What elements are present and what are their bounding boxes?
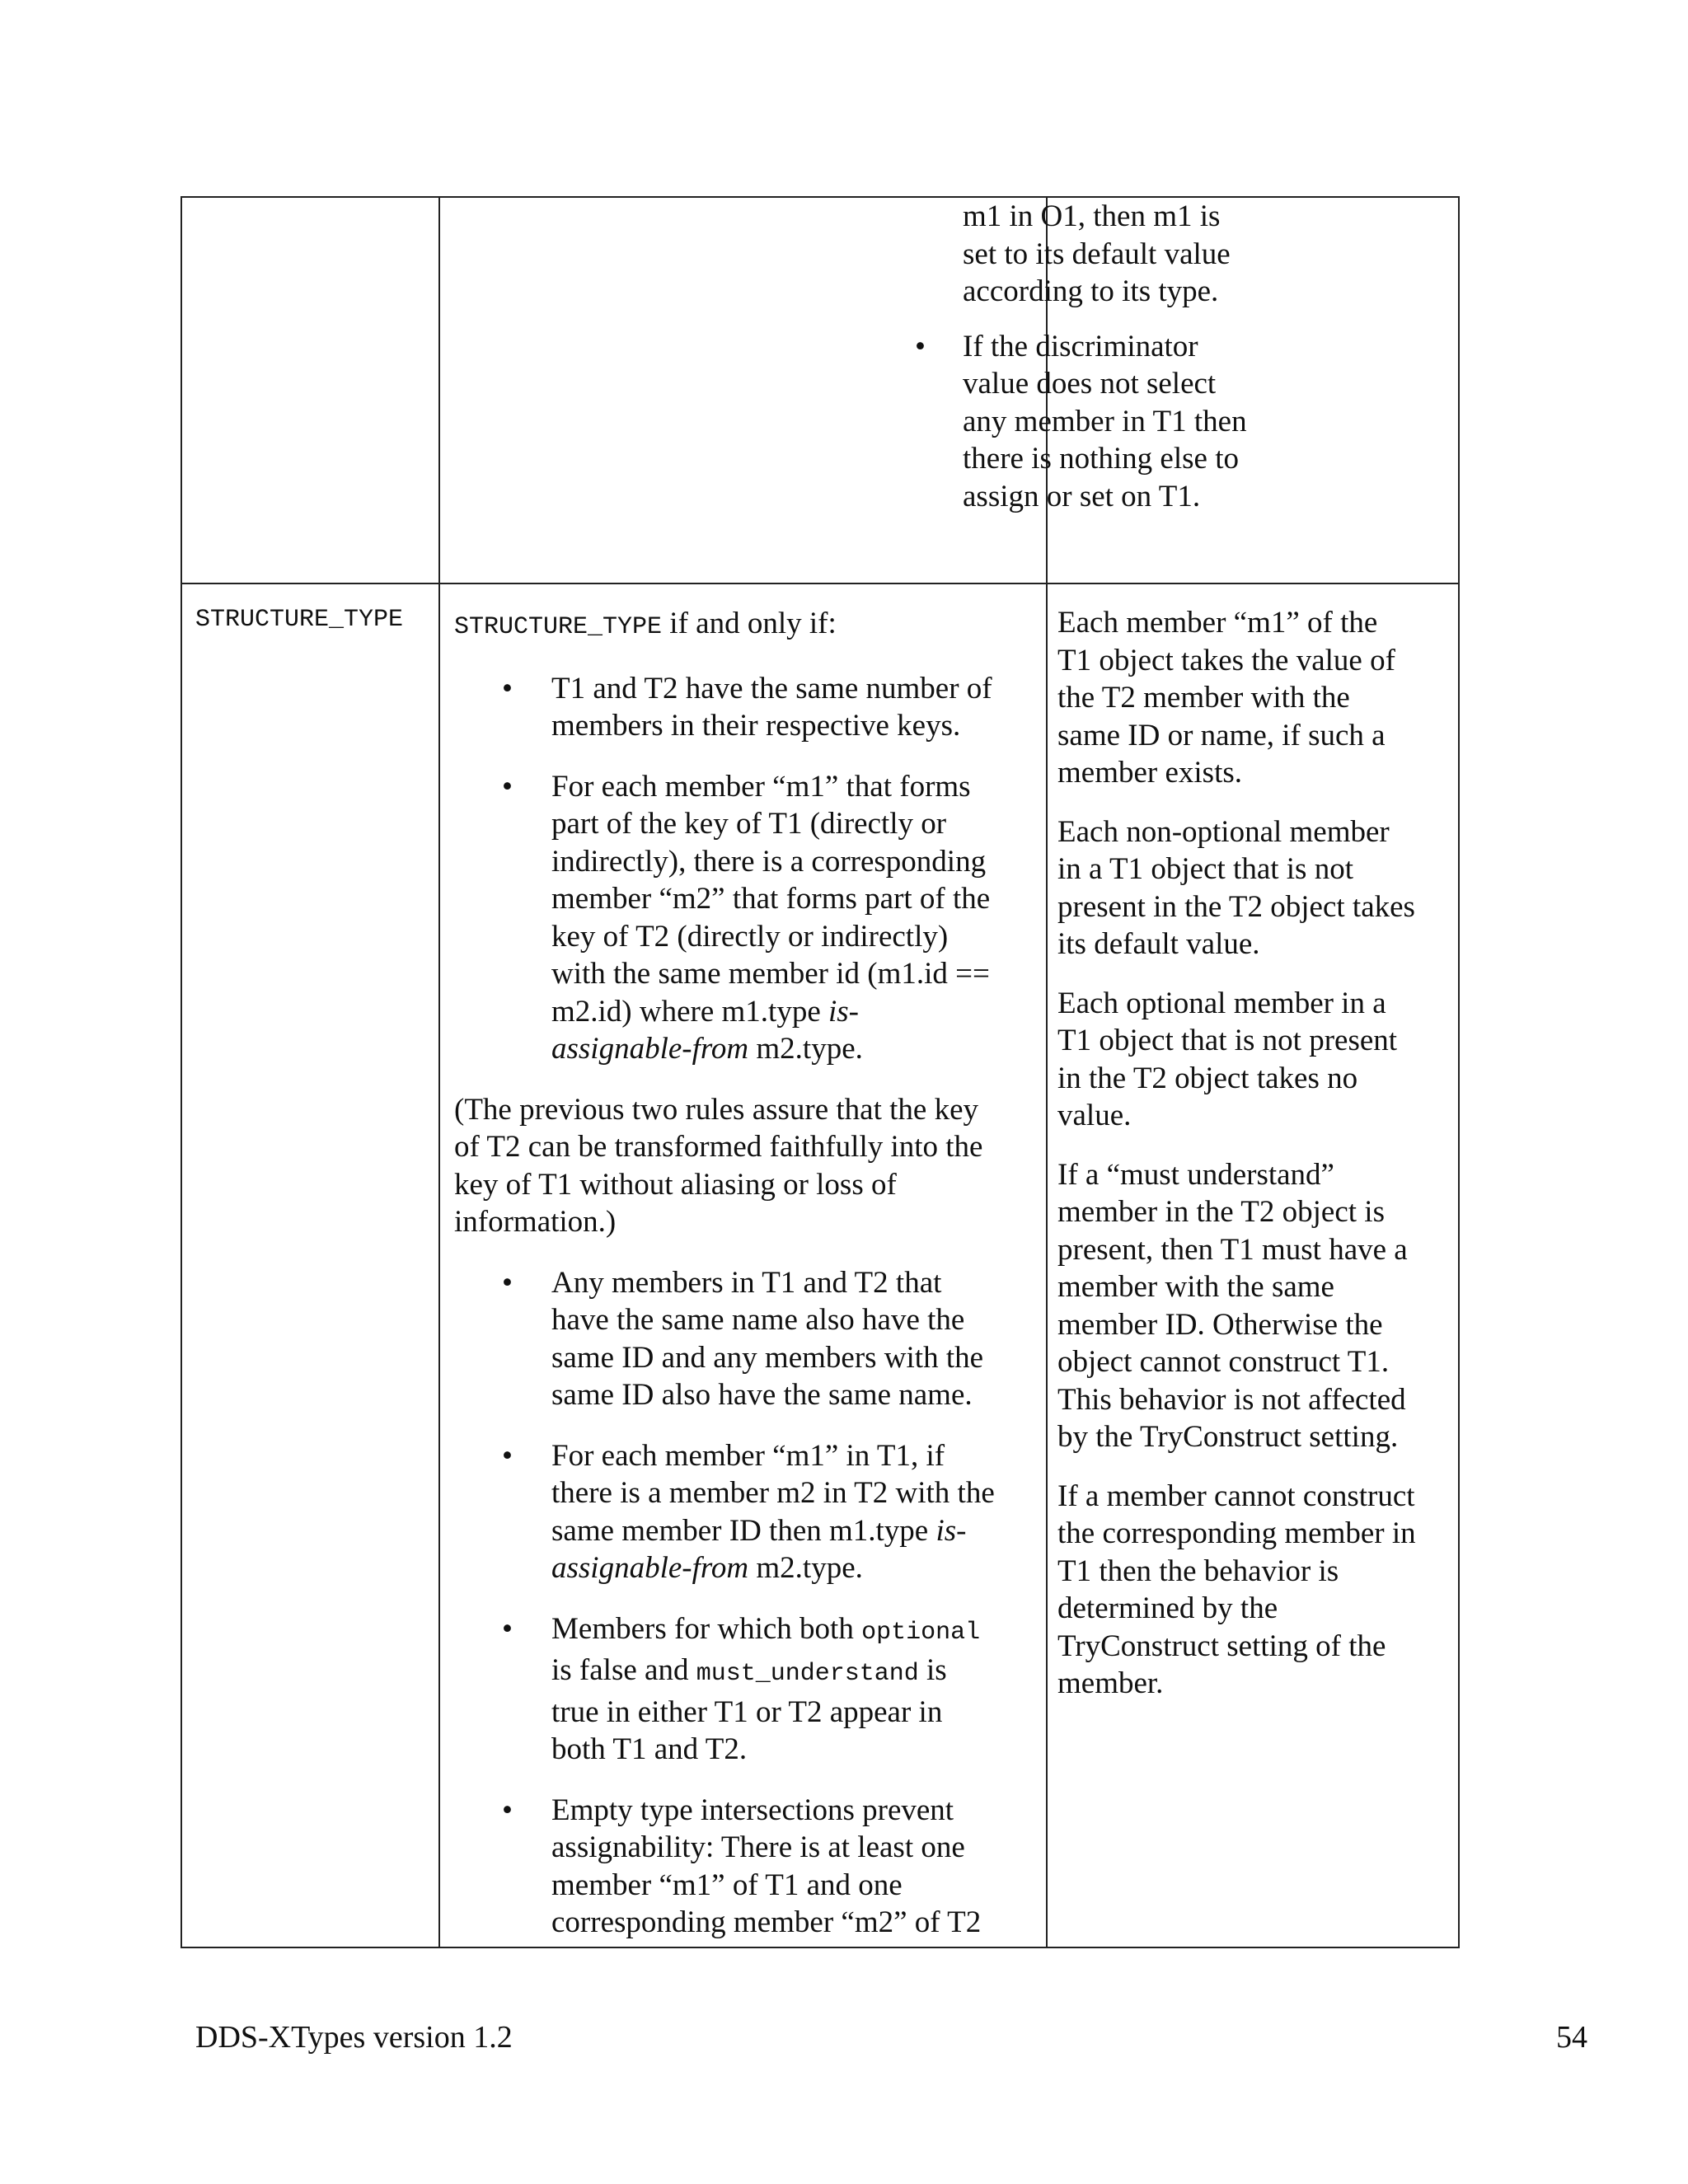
key-rules-note: (The previous two rules assure that the key of T2 can be transformed faithfully into the key of T1 without aliasing or loss of information.) [454,1092,983,1239]
bullet-icon: • [502,769,513,804]
behavior-paragraph: If a “must understand” member in the T2 object is present, then T1 must have a member with the same member ID. Otherwise the object cannot construct T1. This behavior is not affected by the TryConstruct setting. [1057,1157,1408,1454]
behavior-paragraph: Each optional member in a T1 object that is not present in the T2 object takes no value. [1057,986,1398,1132]
bullet-icon: • [502,1438,513,1473]
behavior-cell [1057,604,1453,1724]
list-item: • For each member “m1” that forms part of the key of T1 (directly or indirectly), there is a corresponding member “m2” that forms part of the key of T2 (directly or indirectly) with the same member id (m1.id == m2.id) where m1.type is- assignable-from m2.type. [502,769,991,1066]
behavior-paragraph: Each member “m1” of the T1 object takes the value of the T2 member with the same ID or name, if such a member exists. [1057,606,1395,790]
column-divider-1 [438,198,440,1947]
behavior-paragraph: If a member cannot construct the corresponding member in T1 then the behavior is determined by the TryConstruct setting of the member. [1057,1479,1416,1700]
continuation-line: m1 in O1, then m1 is [963,199,1221,233]
previous-row-behavior-cell [880,198,1276,515]
bullet-icon: • [502,1611,513,1646]
list-item: • T1 and T2 have the same number of members in their respective keys. [502,671,992,743]
row-divider [182,583,1458,584]
list-item: • Any members in T1 and T2 that have the same name also have the same ID and any members with the same ID also have the same name. [502,1265,984,1412]
continuation-line: according to its type. [963,274,1219,308]
list-item: • If the discriminator value does not select any member in T1 then there is nothing else to assign or set on T1. [915,329,1247,513]
list-item: • Empty type intersections prevent assignability: There is at least one member “m1” of T1 and one corresponding member “m2” of T2 [502,1793,982,1939]
type-name-cell: STRUCTURE_TYPE [195,606,404,634]
continuation-line: set to its default value [963,237,1231,271]
member-rules-list [454,1264,1031,1942]
bullet-icon: • [915,329,926,363]
key-rules-list [454,670,1031,1068]
behavior-paragraph: Each non-optional member in a T1 object that is not present in the T2 object takes its default value. [1057,814,1415,961]
footer-document-title: DDS-XTypes version 1.2 [195,2020,513,2055]
bullet-icon: • [502,1793,513,1827]
assignability-rules-cell [454,605,1031,1942]
bullet-icon: • [502,1265,513,1300]
rule-lead: STRUCTURE_TYPE if and only if: [454,607,837,641]
list-item: • Members for which both optional is false and must_understand is true in either T1 or T2 appear in both T1 and T2. [502,1611,981,1766]
bullet-icon: • [502,671,513,705]
page-number: 54 [1556,2020,1587,2055]
list-item: • For each member “m1” in T1, if there is a member m2 in T2 with the same member ID then m1.type is- assignable-from m2.type. [502,1438,995,1585]
